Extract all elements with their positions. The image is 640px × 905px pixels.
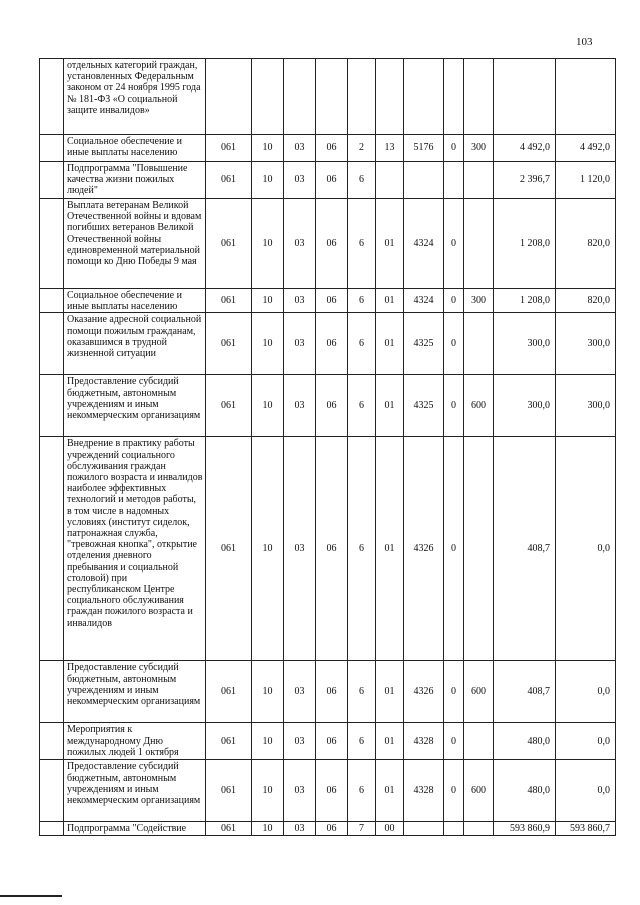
table-row (40, 162, 616, 199)
subprogram-code: 6 (348, 661, 376, 723)
expense-type-code (464, 162, 494, 199)
expense-type-code (464, 199, 494, 289)
subsection-code: 03 (284, 822, 316, 836)
subprogram-code: 7 (348, 822, 376, 836)
section-code: 10 (252, 822, 284, 836)
direction-sub-code: 0 (444, 313, 464, 375)
row-marker-cell (40, 437, 64, 661)
main-event-code: 01 (376, 313, 404, 375)
expense-type-code (464, 723, 494, 760)
program-code: 06 (316, 135, 348, 162)
direction-code: 4328 (404, 723, 444, 760)
row-marker-cell (40, 723, 64, 760)
direction-code (404, 59, 444, 135)
subsection-code: 03 (284, 135, 316, 162)
row-marker-cell (40, 162, 64, 199)
amount-year-1: 300,0 (494, 375, 556, 437)
ministry-code: 061 (206, 661, 252, 723)
direction-sub-code (444, 59, 464, 135)
section-code: 10 (252, 661, 284, 723)
expense-type-code: 600 (464, 661, 494, 723)
direction-code: 4325 (404, 375, 444, 437)
program-code (316, 59, 348, 135)
amount-year-2 (556, 59, 616, 135)
section-code: 10 (252, 375, 284, 437)
amount-year-1: 480,0 (494, 760, 556, 822)
subsection-code: 03 (284, 199, 316, 289)
row-marker-cell (40, 199, 64, 289)
expense-type-code (464, 313, 494, 375)
amount-year-2: 300,0 (556, 375, 616, 437)
table-row (40, 661, 616, 723)
table-row (40, 199, 616, 289)
amount-year-2: 0,0 (556, 723, 616, 760)
amount-year-2: 300,0 (556, 313, 616, 375)
expense-type-code: 600 (464, 760, 494, 822)
table-row (40, 375, 616, 437)
amount-year-1: 480,0 (494, 723, 556, 760)
section-code: 10 (252, 313, 284, 375)
row-marker-cell (40, 822, 64, 836)
subsection-code: 03 (284, 437, 316, 661)
amount-year-2: 820,0 (556, 199, 616, 289)
table-row (40, 313, 616, 375)
main-event-code (376, 59, 404, 135)
amount-year-1: 408,7 (494, 437, 556, 661)
main-event-code: 13 (376, 135, 404, 162)
section-code (252, 59, 284, 135)
table-row (40, 59, 616, 135)
footer-rule (0, 895, 62, 897)
program-code: 06 (316, 289, 348, 313)
program-code: 06 (316, 661, 348, 723)
table-row (40, 723, 616, 760)
table-row (40, 437, 616, 661)
direction-sub-code: 0 (444, 199, 464, 289)
subprogram-code (348, 59, 376, 135)
program-code: 06 (316, 162, 348, 199)
section-code: 10 (252, 199, 284, 289)
main-event-code: 01 (376, 661, 404, 723)
direction-code: 4326 (404, 437, 444, 661)
item-name: Предоставление субсидий бюджетным, автономным учреждениям и иным некоммерческим организациям (64, 661, 206, 723)
ministry-code: 061 (206, 760, 252, 822)
main-event-code: 01 (376, 437, 404, 661)
item-name: Предоставление субсидий бюджетным, автономным учреждениям и иным некоммерческим организациям (64, 375, 206, 437)
row-marker-cell (40, 313, 64, 375)
ministry-code: 061 (206, 162, 252, 199)
item-name: Внедрение в практику работы учреждений социального обслуживания граждан пожилого возраста и инвалидов наиболее эффективных технологий и методов работы, в том числе в надомных условиях (институт сиделок, патронажная служба, "тревожная кнопка", открытие отделения дневного пребывания и социальной столовой) при республиканском Центре социального обслуживания граждан пожилого возраста и инвалидов (64, 437, 206, 661)
item-name: Предоставление субсидий бюджетным, автономным учреждениям и иным некоммерческим организациям (64, 760, 206, 822)
direction-code (404, 822, 444, 836)
main-event-code: 01 (376, 723, 404, 760)
row-marker-cell (40, 375, 64, 437)
program-code: 06 (316, 375, 348, 437)
amount-year-1: 593 860,9 (494, 822, 556, 836)
subprogram-code: 6 (348, 723, 376, 760)
direction-sub-code: 0 (444, 723, 464, 760)
direction-code: 4325 (404, 313, 444, 375)
subsection-code: 03 (284, 162, 316, 199)
amount-year-2: 0,0 (556, 760, 616, 822)
row-marker-cell (40, 289, 64, 313)
direction-sub-code (444, 162, 464, 199)
ministry-code: 061 (206, 289, 252, 313)
section-code: 10 (252, 723, 284, 760)
item-name: Подпрограмма "Содействие (64, 822, 206, 836)
direction-code: 4328 (404, 760, 444, 822)
amount-year-1: 300,0 (494, 313, 556, 375)
program-code: 06 (316, 199, 348, 289)
amount-year-1: 4 492,0 (494, 135, 556, 162)
expense-type-code: 300 (464, 135, 494, 162)
row-marker-cell (40, 59, 64, 135)
amount-year-1: 408,7 (494, 661, 556, 723)
section-code: 10 (252, 437, 284, 661)
direction-sub-code: 0 (444, 289, 464, 313)
ministry-code: 061 (206, 313, 252, 375)
item-name: Мероприятия к международному Дню пожилых людей 1 октября (64, 723, 206, 760)
table-row (40, 822, 616, 836)
amount-year-1 (494, 59, 556, 135)
amount-year-2: 0,0 (556, 661, 616, 723)
table-row (40, 135, 616, 162)
table-row (40, 289, 616, 313)
direction-sub-code: 0 (444, 375, 464, 437)
expense-type-code (464, 59, 494, 135)
subsection-code: 03 (284, 723, 316, 760)
row-marker-cell (40, 661, 64, 723)
ministry-code: 061 (206, 723, 252, 760)
amount-year-1: 2 396,7 (494, 162, 556, 199)
subprogram-code: 6 (348, 289, 376, 313)
direction-code: 4326 (404, 661, 444, 723)
amount-year-2: 593 860,7 (556, 822, 616, 836)
amount-year-2: 820,0 (556, 289, 616, 313)
amount-year-2: 4 492,0 (556, 135, 616, 162)
ministry-code: 061 (206, 437, 252, 661)
direction-sub-code: 0 (444, 661, 464, 723)
page-number: 103 (576, 36, 593, 48)
item-name: Социальное обеспечение и иные выплаты населению (64, 289, 206, 313)
subsection-code: 03 (284, 313, 316, 375)
direction-sub-code: 0 (444, 135, 464, 162)
section-code: 10 (252, 135, 284, 162)
row-marker-cell (40, 135, 64, 162)
program-code: 06 (316, 723, 348, 760)
item-name: Подпрограмма "Повышение качества жизни пожилых людей" (64, 162, 206, 199)
main-event-code: 01 (376, 375, 404, 437)
subprogram-code: 6 (348, 437, 376, 661)
ministry-code: 061 (206, 199, 252, 289)
item-name: Социальное обеспечение и иные выплаты населению (64, 135, 206, 162)
table-row (40, 760, 616, 822)
direction-code: 5176 (404, 135, 444, 162)
expense-type-code (464, 822, 494, 836)
program-code: 06 (316, 437, 348, 661)
subprogram-code: 2 (348, 135, 376, 162)
direction-code: 4324 (404, 199, 444, 289)
direction-sub-code: 0 (444, 437, 464, 661)
section-code: 10 (252, 289, 284, 313)
subsection-code (284, 59, 316, 135)
budget-table (39, 58, 616, 836)
main-event-code (376, 162, 404, 199)
ministry-code: 061 (206, 375, 252, 437)
subprogram-code: 6 (348, 199, 376, 289)
main-event-code: 01 (376, 199, 404, 289)
ministry-code (206, 59, 252, 135)
amount-year-2: 0,0 (556, 437, 616, 661)
row-marker-cell (40, 760, 64, 822)
subprogram-code: 6 (348, 162, 376, 199)
ministry-code: 061 (206, 135, 252, 162)
direction-code: 4324 (404, 289, 444, 313)
main-event-code: 01 (376, 289, 404, 313)
item-name: Выплата ветеранам Великой Отечественной войны и вдовам погибших ветеранов Великой Отечественной войны единовременной материальной помощи ко Дню Победы 9 мая (64, 199, 206, 289)
amount-year-2: 1 120,0 (556, 162, 616, 199)
program-code: 06 (316, 313, 348, 375)
subsection-code: 03 (284, 375, 316, 437)
item-name: отдельных категорий граждан, установленных Федеральным законом от 24 ноября 1995 года № 181-ФЗ «О социальной защите инвалидов» (64, 59, 206, 135)
subprogram-code: 6 (348, 313, 376, 375)
main-event-code: 00 (376, 822, 404, 836)
expense-type-code: 600 (464, 375, 494, 437)
subsection-code: 03 (284, 289, 316, 313)
item-name: Оказание адресной социальной помощи пожилым гражданам, оказавшимся в трудной жизненной ситуации (64, 313, 206, 375)
subprogram-code: 6 (348, 375, 376, 437)
expense-type-code (464, 437, 494, 661)
subprogram-code: 6 (348, 760, 376, 822)
program-code: 06 (316, 760, 348, 822)
ministry-code: 061 (206, 822, 252, 836)
expense-type-code: 300 (464, 289, 494, 313)
direction-sub-code: 0 (444, 760, 464, 822)
subsection-code: 03 (284, 760, 316, 822)
direction-code (404, 162, 444, 199)
program-code: 06 (316, 822, 348, 836)
section-code: 10 (252, 162, 284, 199)
subsection-code: 03 (284, 661, 316, 723)
section-code: 10 (252, 760, 284, 822)
direction-sub-code (444, 822, 464, 836)
amount-year-1: 1 208,0 (494, 199, 556, 289)
amount-year-1: 1 208,0 (494, 289, 556, 313)
main-event-code: 01 (376, 760, 404, 822)
